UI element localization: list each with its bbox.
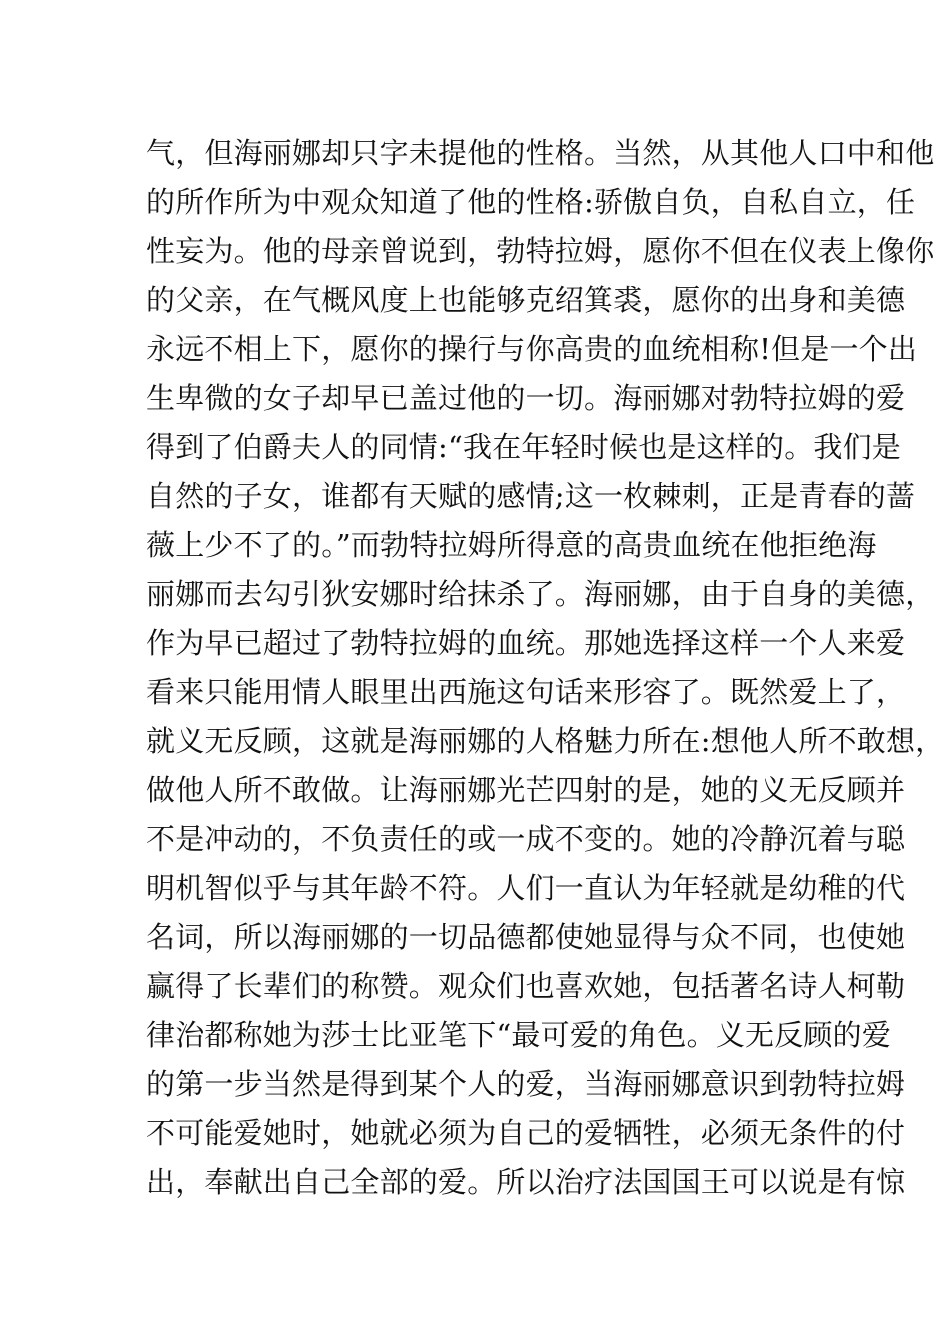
text-line: 律治都称她为莎士比亚笔下“最可爱的角色。义无反顾的爱 [146, 1018, 892, 1052]
text-line: 生卑微的女子却早已盖过他的一切。海丽娜对勃特拉姆的爱 [146, 381, 906, 415]
text-line: 出，奉献出自己全部的爱。所以治疗法国国王可以说是有惊 [146, 1165, 906, 1199]
text-line: 赢得了长辈们的称赞。观众们也喜欢她，包括著名诗人柯勒 [146, 969, 906, 1003]
text-line: 的第一步当然是得到某个人的爱，当海丽娜意识到勃特拉姆 [146, 1067, 906, 1101]
text-line: 得到了伯爵夫人的同情:“我在年轻时候也是这样的。我们是 [146, 430, 901, 464]
text-line: 作为早已超过了勃特拉姆的血统。那她选择这样一个人来爱 [146, 626, 906, 660]
text-line: 的父亲，在气概风度上也能够克绍箕裘，愿你的出身和美德 [146, 283, 906, 317]
text-line: 就义无反顾，这就是海丽娜的人格魅力所在:想他人所不敢想， [146, 724, 945, 758]
text-line: 性妄为。他的母亲曾说到，勃特拉姆，愿你不但在仪表上像你 [146, 234, 935, 268]
text-line: 自然的子女，谁都有天赋的感情;这一枚棘刺，正是青春的蔷 [146, 479, 916, 513]
text-line: 的所作所为中观众知道了他的性格:骄傲自负，自私自立，任 [146, 185, 916, 219]
text-line: 气，但海丽娜却只字未提他的性格。当然，从其他人口中和他 [146, 136, 935, 170]
text-line: 永远不相上下，愿你的操行与你高贵的血统相称!但是一个出 [146, 332, 918, 366]
text-line: 名词，所以海丽娜的一切品德都使她显得与众不同，也使她 [146, 920, 906, 954]
text-line: 不是冲动的，不负责任的或一成不变的。她的冷静沉着与聪 [146, 822, 906, 856]
text-line: 不可能爱她时，她就必须为自己的爱牺牲，必须无条件的付 [146, 1116, 906, 1150]
text-line: 薇上少不了的。”而勃特拉姆所得意的高贵血统在他拒绝海 [146, 528, 877, 562]
text-line: 看来只能用情人眼里出西施这句话来形容了。既然爱上了， [146, 675, 906, 709]
body-text [146, 129, 945, 1207]
text-line: 明机智似乎与其年龄不符。人们一直认为年轻就是幼稚的代 [146, 871, 906, 905]
text-line: 做他人所不敢做。让海丽娜光芒四射的是，她的义无反顾并 [146, 773, 906, 807]
text-line: 丽娜而去勾引狄安娜时给抹杀了。海丽娜，由于自身的美德， [146, 577, 935, 611]
